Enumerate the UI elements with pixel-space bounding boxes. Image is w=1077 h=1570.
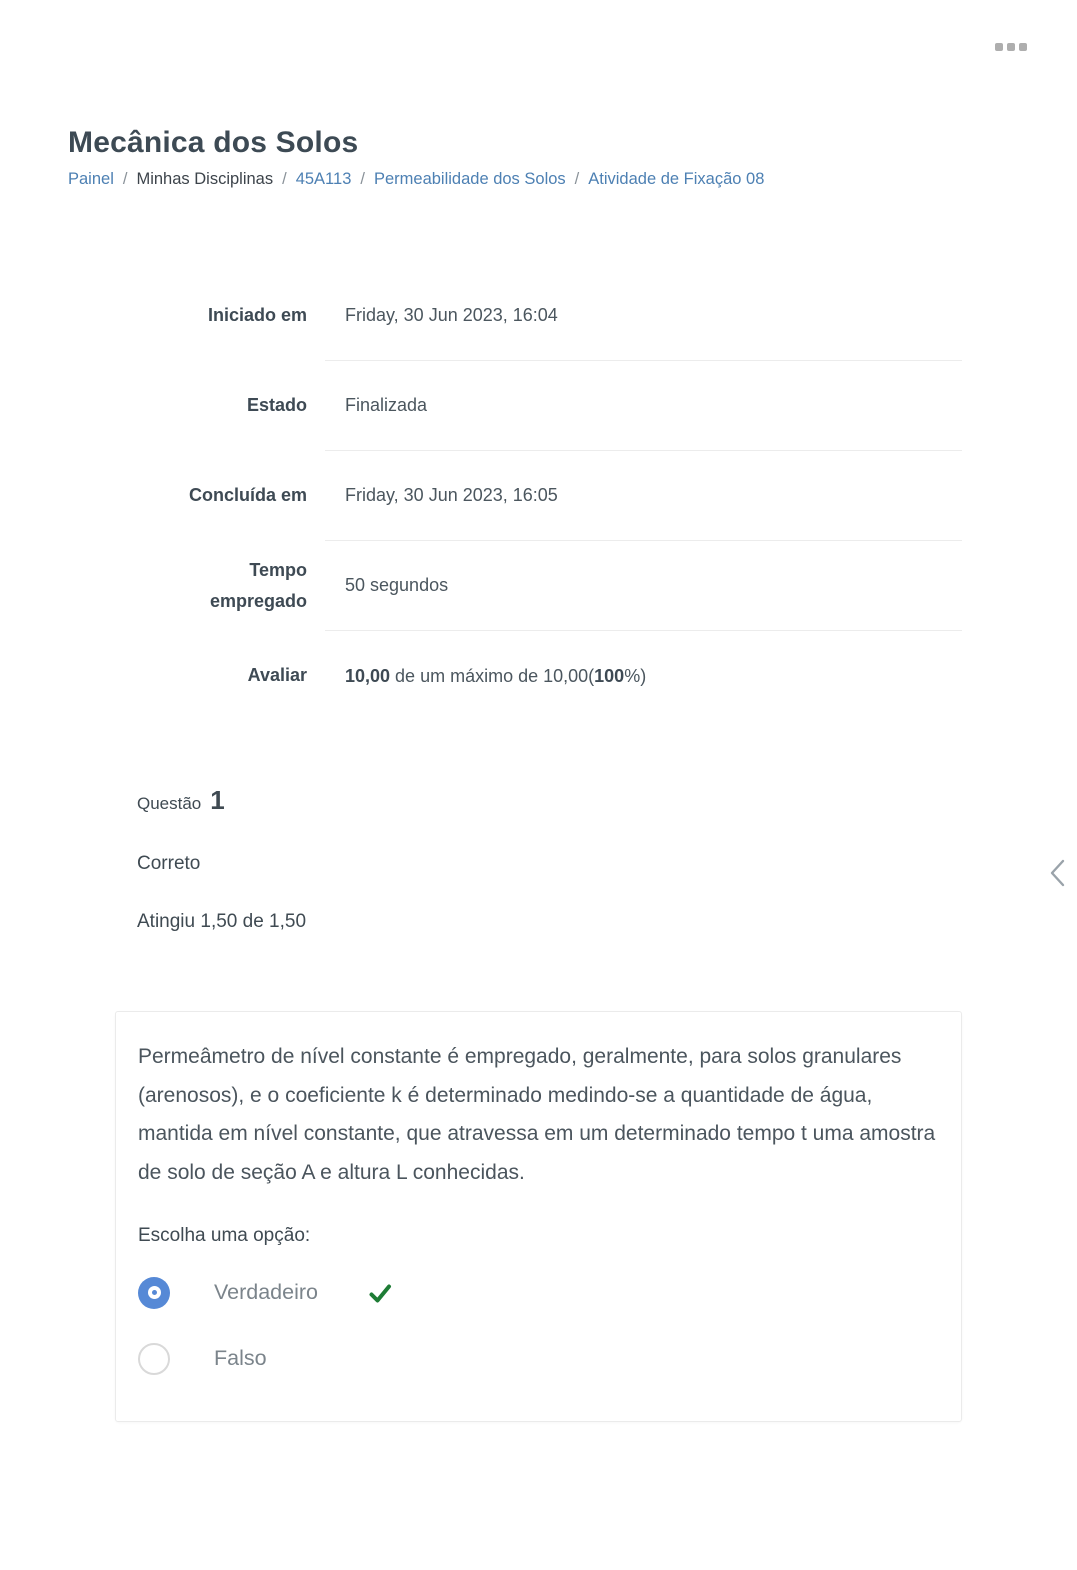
correct-check-icon (368, 1281, 392, 1305)
chevron-left-icon[interactable] (1046, 856, 1068, 890)
option-label[interactable]: Falso (214, 1346, 267, 1370)
breadcrumb-separator: / (360, 170, 365, 188)
question-number: Questão 1 (137, 785, 225, 815)
page-title: Mecânica dos Solos (68, 126, 359, 159)
summary-row-value: Finalizada (325, 361, 962, 451)
more-options-dot (995, 43, 1003, 51)
summary-row-value: 50 segundos (325, 541, 962, 631)
breadcrumb-item-painel[interactable]: Painel (68, 170, 114, 188)
breadcrumb-separator: / (282, 170, 287, 188)
summary-row-label: Avaliar (247, 665, 307, 686)
attempt-summary-table (0, 271, 962, 721)
radio-inner-ring (148, 1286, 161, 1299)
breadcrumb-separator: / (122, 170, 128, 188)
option-label[interactable]: Verdadeiro (214, 1280, 318, 1304)
breadcrumb-separator: / (574, 170, 580, 188)
radio-selected[interactable] (138, 1277, 170, 1309)
summary-row-label: Estado (246, 395, 307, 416)
breadcrumb-item-course-code[interactable]: 45A113 (295, 170, 352, 188)
question-status: Correto (137, 853, 201, 874)
summary-row-value: Friday, 30 Jun 2023, 16:04 (325, 271, 962, 361)
breadcrumb-item-minhas-disciplinas[interactable]: Minhas Disciplinas (136, 170, 274, 188)
breadcrumb (68, 170, 1077, 189)
summary-row-label: Iniciado em (207, 305, 307, 326)
summary-row-value: Friday, 30 Jun 2023, 16:05 (325, 451, 962, 541)
question-grade: Atingiu 1,50 de 1,50 (137, 911, 307, 932)
answer-option-verdadeiro (138, 1273, 939, 1313)
breadcrumb-item-activity[interactable]: Atividade de Fixação 08 (588, 170, 765, 188)
answer-prompt: Escolha uma opção: (138, 1224, 311, 1246)
breadcrumb-item-section[interactable]: Permeabilidade dos Solos (373, 170, 566, 188)
question-card (115, 1011, 962, 1422)
more-options-dot (1019, 43, 1027, 51)
more-options-icon[interactable] (995, 43, 1027, 51)
question-text: Permeâmetro de nível constante é empregado, geralmente, para solos granulares (arenosos), e o coeficiente k é determinado medindo-se a quantidade de água, mantida em nível constante, que atravessa em um determinado tempo t uma amostra de solo de seção A e altura L conhecidas. (138, 1045, 936, 1184)
question-info (137, 785, 1077, 933)
page-header (0, 0, 1077, 189)
answer-option-falso (138, 1339, 939, 1379)
more-options-dot (1007, 43, 1015, 51)
summary-row-label: Concluída em (188, 485, 307, 506)
radio-unselected[interactable] (138, 1343, 170, 1375)
summary-row-label: Tempo empregado (209, 559, 307, 611)
radio-inner-dot (152, 1290, 157, 1295)
summary-row-value-grade: 10,00 de um máximo de 10,00(100%) (345, 665, 647, 686)
